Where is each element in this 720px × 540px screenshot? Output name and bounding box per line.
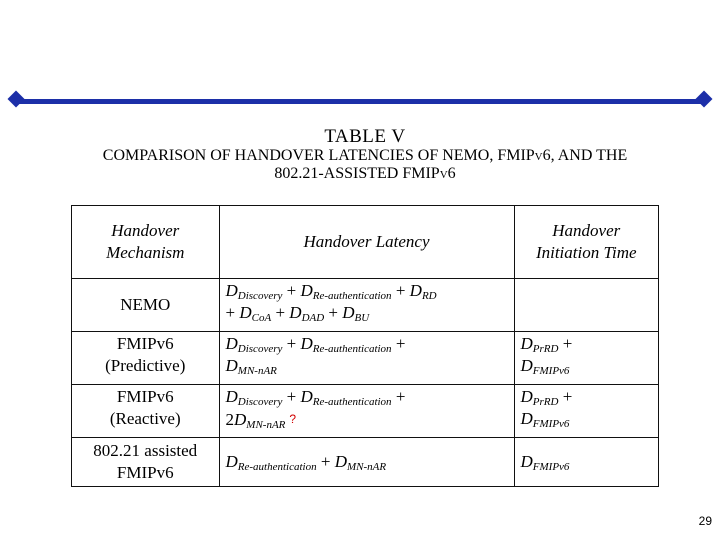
- table-row: [72, 332, 659, 385]
- latency-formula-line1: $D_{Discovery} + D_{Re-authentication} + D_{RD}$: [225, 281, 437, 302]
- latency-formula-line2: + $D_{CoA} + D_{DAD} + D_{BU}$: [225, 303, 370, 324]
- initiation-formula-line1: $D_{PrRD}$ +: [520, 387, 573, 408]
- mechanism-label: FMIPv6: [116, 387, 174, 406]
- latency-table: [71, 205, 659, 487]
- initiation-cell: [514, 279, 659, 332]
- latency-formula-line2: $D_{MN-nAR}$: [225, 356, 277, 377]
- page-number: 29: [698, 514, 712, 528]
- mechanism-sublabel: FMIPv6: [116, 463, 174, 482]
- mechanism-cell: [72, 385, 220, 438]
- header-latency: Handover Latency: [219, 206, 514, 279]
- initiation-formula-line2: $D_{FMIPv6}$: [520, 356, 570, 377]
- latency-formula-line1: $D_{Discovery} + D_{Re-authentication}$ +: [225, 334, 406, 355]
- initiation-formula-line2: $D_{FMIPv6}$: [520, 409, 570, 430]
- mechanism-label: FMIPv6: [116, 334, 174, 353]
- diamond-right-icon: [696, 91, 713, 108]
- mechanism-sublabel: (Predictive): [105, 356, 186, 375]
- table-title-line1: COMPARISON OF HANDOVER LATENCIES OF NEMO, FMIPv6, AND THE: [102, 147, 628, 164]
- mechanism-cell: [72, 332, 220, 385]
- mechanism-label: NEMO: [120, 295, 171, 314]
- initiation-cell: [514, 332, 659, 385]
- initiation-cell: [514, 438, 659, 487]
- header-initiation: Handover Initiation Time: [514, 206, 659, 279]
- mechanism-sublabel: (Reactive): [109, 409, 181, 428]
- initiation-formula-line1: $D_{FMIPv6}$: [520, 452, 570, 473]
- header-mechanism: Handover Mechanism: [72, 206, 220, 279]
- table-row: [72, 385, 659, 438]
- table-title-line2: 802.21-ASSISTED FMIPv6: [274, 165, 456, 182]
- table-number: TABLE V: [324, 126, 406, 147]
- table-row: [72, 279, 659, 332]
- latency-cell: [219, 332, 514, 385]
- header-row: [72, 206, 659, 279]
- divider-rule: [14, 99, 706, 104]
- diamond-left-icon: [8, 91, 25, 108]
- latency-cell: [219, 438, 514, 487]
- latency-cell: [219, 385, 514, 438]
- latency-formula-line2: $2D_{MN-nAR}$ ?: [225, 410, 297, 431]
- initiation-formula-line1: $D_{PrRD}$ +: [520, 334, 573, 355]
- table-row: [72, 438, 659, 487]
- latency-formula-line1: $D_{Discovery} + D_{Re-authentication}$ +: [225, 387, 406, 408]
- mechanism-label: 802.21 assisted: [93, 441, 198, 460]
- latency-formula-line1: $D_{Re-authentication} + D_{MN-nAR}$: [225, 452, 387, 473]
- latency-cell: [219, 279, 514, 332]
- annotation-question-mark: ?: [289, 412, 297, 426]
- mechanism-cell: [72, 438, 220, 487]
- initiation-cell: [514, 385, 659, 438]
- mechanism-cell: [72, 279, 220, 332]
- table-caption: [60, 127, 670, 182]
